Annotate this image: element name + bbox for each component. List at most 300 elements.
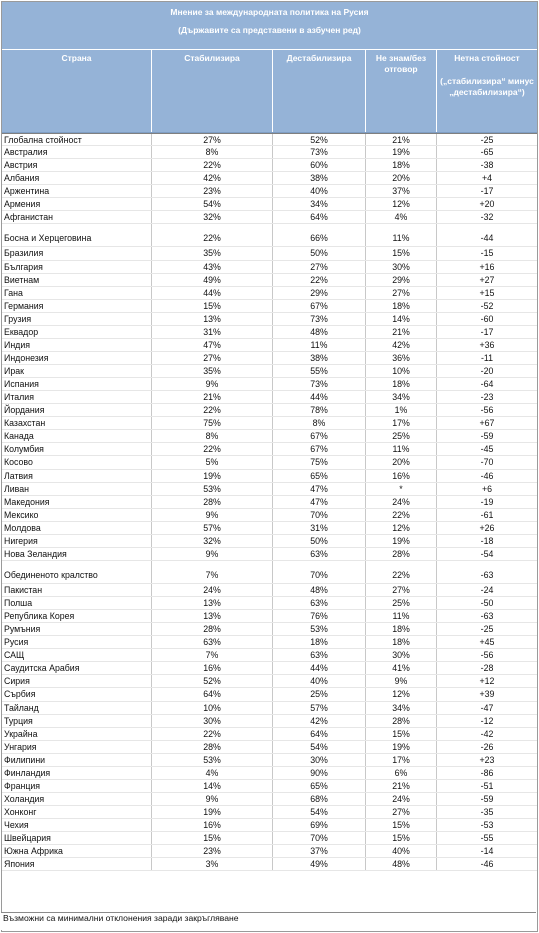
table-row [2, 675, 537, 688]
cell-country: Финландия [2, 767, 152, 779]
cell-country: Колумбия [2, 443, 152, 455]
cell-country: Германия [2, 300, 152, 312]
cell-country: Ливан [2, 483, 152, 495]
cell-net-value: -51 [480, 780, 494, 791]
cell-stabilizing: 10% [152, 702, 273, 714]
cell-destabilizing: 64% [273, 728, 366, 740]
cell-net-value: -54 [480, 548, 494, 559]
cell-net-value: -59 [480, 793, 494, 804]
cell-country: Сърбия [2, 688, 152, 700]
cell-stabilizing: 53% [152, 483, 273, 495]
cell-country: Украйна [2, 728, 152, 740]
table-row [2, 365, 537, 378]
cell-stabilizing: 22% [152, 159, 273, 171]
cell-country: Йордания [2, 404, 152, 416]
cell-stabilizing: 32% [152, 535, 273, 547]
table-row [2, 300, 537, 313]
cell-dont-know: 15% [366, 819, 437, 831]
cell-dont-know: 11% [366, 224, 437, 246]
cell-dont-know: 19% [366, 741, 437, 753]
cell-dont-know: 15% [366, 728, 437, 740]
table-row [2, 649, 537, 662]
cell-country: Япония [2, 858, 152, 870]
cell-country: Албания [2, 172, 152, 184]
cell-destabilizing: 44% [273, 662, 366, 674]
cell-destabilizing: 73% [273, 313, 366, 325]
cell-country: Италия [2, 391, 152, 403]
cell-net-value: -55 [480, 833, 494, 844]
cell-stabilizing: 27% [152, 352, 273, 364]
cell-stabilizing: 53% [152, 754, 273, 766]
cell-stabilizing: 16% [152, 662, 273, 674]
table-row [2, 535, 537, 548]
cell-country: Швейцария [2, 832, 152, 844]
table-row [2, 561, 537, 584]
cell-destabilizing: 25% [273, 688, 366, 700]
cell-destabilizing: 37% [273, 845, 366, 857]
cell-stabilizing: 19% [152, 470, 273, 482]
table-row [2, 636, 537, 649]
cell-destabilizing: 48% [273, 584, 366, 596]
table-row [2, 133, 537, 146]
cell-stabilizing: 4% [152, 767, 273, 779]
cell-destabilizing: 66% [273, 224, 366, 246]
cell-destabilizing: 27% [273, 261, 366, 273]
cell-stabilizing: 28% [152, 623, 273, 635]
cell-destabilizing: 22% [273, 274, 366, 286]
table-row [2, 146, 537, 159]
cell-stabilizing: 7% [152, 649, 273, 661]
cell-dont-know: 22% [366, 509, 437, 521]
cell-net-value: +27 [479, 274, 495, 285]
cell-country: Австралия [2, 146, 152, 158]
cell-country: Обединеното кралство [2, 561, 152, 583]
cell-stabilizing: 24% [152, 584, 273, 596]
cell-dont-know: 28% [366, 715, 437, 727]
table-row [2, 702, 537, 715]
table-row [2, 352, 537, 365]
table-row [2, 224, 537, 247]
cell-net-value: -64 [480, 379, 494, 390]
cell-stabilizing: 22% [152, 404, 273, 416]
cell-stabilizing: 22% [152, 443, 273, 455]
cell-net-value: +12 [479, 676, 495, 687]
cell-country: Афганистан [2, 211, 152, 223]
cell-destabilizing: 18% [273, 636, 366, 648]
footnote: Възможни са минимални отклонения заради закръгляване [1, 912, 536, 930]
cell-destabilizing: 63% [273, 548, 366, 560]
cell-country: Босна и Херцеговина [2, 224, 152, 246]
cell-destabilizing: 54% [273, 806, 366, 818]
header-net-sublabel: („стабилизира“ минус „дестабилизира“) [440, 76, 534, 97]
cell-net-value: +26 [479, 522, 495, 533]
cell-country: Тайланд [2, 702, 152, 714]
cell-net-value: -25 [480, 624, 494, 635]
cell-destabilizing: 49% [273, 858, 366, 870]
cell-net-value: -14 [480, 846, 494, 857]
cell-net-value: +23 [479, 754, 495, 765]
cell-stabilizing: 35% [152, 247, 273, 259]
cell-net-value: +45 [479, 637, 495, 648]
table-title: Мнение за международната политика на Русия [170, 7, 369, 17]
cell-dont-know: 21% [366, 326, 437, 338]
cell-country: Холандия [2, 793, 152, 805]
cell-net-value: -46 [480, 470, 494, 481]
cell-country: Мексико [2, 509, 152, 521]
cell-country: Сирия [2, 675, 152, 687]
cell-destabilizing: 34% [273, 198, 366, 210]
cell-net-value: -70 [480, 457, 494, 468]
cell-stabilizing: 15% [152, 832, 273, 844]
table-row [2, 662, 537, 675]
cell-net-value: +67 [479, 418, 495, 429]
table-row [2, 287, 537, 300]
cell-destabilizing: 55% [273, 365, 366, 377]
cell-dont-know: 21% [366, 780, 437, 792]
cell-country: Южна Африка [2, 845, 152, 857]
cell-net-value: -56 [480, 650, 494, 661]
cell-net-value: -61 [480, 509, 494, 520]
cell-dont-know: 27% [366, 584, 437, 596]
cell-destabilizing: 90% [273, 767, 366, 779]
cell-country: Франция [2, 780, 152, 792]
cell-net-value: -47 [480, 702, 494, 713]
cell-country: България [2, 261, 152, 273]
table-title-block [2, 2, 537, 50]
cell-dont-know: 42% [366, 339, 437, 351]
cell-dont-know: 4% [366, 211, 437, 223]
cell-destabilizing: 47% [273, 483, 366, 495]
cell-country: Пакистан [2, 584, 152, 596]
cell-country: Нова Зеландия [2, 548, 152, 560]
cell-net-value: +15 [479, 287, 495, 298]
cell-country: Казахстан [2, 417, 152, 429]
cell-dont-know: 41% [366, 662, 437, 674]
cell-destabilizing: 78% [273, 404, 366, 416]
cell-destabilizing: 67% [273, 430, 366, 442]
cell-net-value: -44 [480, 233, 494, 244]
cell-dont-know: 10% [366, 365, 437, 377]
cell-destabilizing: 69% [273, 819, 366, 831]
table-row [2, 159, 537, 172]
table-row [2, 198, 537, 211]
cell-destabilizing: 29% [273, 287, 366, 299]
cell-country: Саудитска Арабия [2, 662, 152, 674]
cell-net-value: +6 [481, 483, 493, 494]
cell-country: Канада [2, 430, 152, 442]
table-row [2, 522, 537, 535]
cell-net-value: -11 [480, 352, 494, 363]
cell-country: Индонезия [2, 352, 152, 364]
cell-dont-know: 18% [366, 300, 437, 312]
cell-stabilizing: 32% [152, 211, 273, 223]
cell-net-value: -18 [480, 535, 494, 546]
cell-net-value: +39 [479, 689, 495, 700]
cell-dont-know: 15% [366, 247, 437, 259]
cell-dont-know: 36% [366, 352, 437, 364]
results-table [1, 1, 538, 932]
cell-country: Македония [2, 496, 152, 508]
cell-destabilizing: 65% [273, 470, 366, 482]
cell-country: Австрия [2, 159, 152, 171]
table-row [2, 548, 537, 561]
cell-dont-know: 12% [366, 688, 437, 700]
cell-country: Молдова [2, 522, 152, 534]
cell-destabilizing: 44% [273, 391, 366, 403]
cell-dont-know: 15% [366, 832, 437, 844]
table-row [2, 728, 537, 741]
cell-country: Испания [2, 378, 152, 390]
table-row [2, 509, 537, 522]
cell-destabilizing: 52% [273, 134, 366, 145]
cell-destabilizing: 73% [273, 146, 366, 158]
cell-stabilizing: 13% [152, 610, 273, 622]
cell-net-value: -56 [480, 405, 494, 416]
cell-destabilizing: 68% [273, 793, 366, 805]
cell-dont-know: 1% [366, 404, 437, 416]
cell-dont-know: 20% [366, 172, 437, 184]
cell-net-value: +16 [479, 261, 495, 272]
cell-stabilizing: 13% [152, 597, 273, 609]
cell-country: Индия [2, 339, 152, 351]
table-row [2, 688, 537, 701]
table-subtitle: (Държавите са представени в азбучен ред) [178, 25, 361, 35]
cell-destabilizing: 67% [273, 443, 366, 455]
cell-dont-know: 17% [366, 417, 437, 429]
cell-destabilizing: 70% [273, 832, 366, 844]
cell-destabilizing: 63% [273, 597, 366, 609]
table-row [2, 417, 537, 430]
cell-dont-know: 27% [366, 806, 437, 818]
table-row [2, 597, 537, 610]
cell-dont-know: 48% [366, 858, 437, 870]
cell-net-value: +20 [479, 199, 495, 210]
cell-stabilizing: 35% [152, 365, 273, 377]
cell-net-value: -12 [480, 715, 494, 726]
cell-country: Турция [2, 715, 152, 727]
cell-dont-know: 30% [366, 261, 437, 273]
header-net-value [437, 50, 537, 132]
cell-destabilizing: 30% [273, 754, 366, 766]
cell-stabilizing: 9% [152, 548, 273, 560]
cell-destabilizing: 65% [273, 780, 366, 792]
cell-country: Нигерия [2, 535, 152, 547]
cell-net-value: -52 [480, 300, 494, 311]
cell-net-value: -23 [480, 392, 494, 403]
cell-net-value: -59 [480, 431, 494, 442]
table-row [2, 780, 537, 793]
cell-dont-know: 20% [366, 456, 437, 468]
cell-dont-know: 11% [366, 443, 437, 455]
cell-destabilizing: 11% [273, 339, 366, 351]
cell-net-value: -35 [480, 807, 494, 817]
table-row [2, 326, 537, 339]
cell-stabilizing: 30% [152, 715, 273, 727]
cell-country: Глобална стойност [2, 134, 152, 145]
cell-destabilizing: 70% [273, 509, 366, 521]
cell-net-value: +4 [481, 173, 493, 184]
header-country: Страна [2, 50, 152, 132]
header-dont-know: Не знам/без отговор [366, 50, 437, 132]
table-row [2, 391, 537, 404]
cell-stabilizing: 44% [152, 287, 273, 299]
cell-dont-know: 18% [366, 378, 437, 390]
cell-dont-know: 19% [366, 535, 437, 547]
table-row [2, 832, 537, 845]
cell-net-value: -32 [480, 212, 494, 223]
cell-stabilizing: 23% [152, 845, 273, 857]
cell-dont-know: 28% [366, 548, 437, 560]
table-row [2, 806, 537, 819]
cell-dont-know: 34% [366, 391, 437, 403]
cell-net-value: -20 [480, 366, 494, 376]
cell-country: Полша [2, 597, 152, 609]
table-row [2, 274, 537, 287]
table-row [2, 845, 537, 858]
table-row [2, 261, 537, 274]
cell-destabilizing: 57% [273, 702, 366, 714]
cell-country: Грузия [2, 313, 152, 325]
cell-stabilizing: 23% [152, 185, 273, 197]
cell-stabilizing: 49% [152, 274, 273, 286]
cell-stabilizing: 8% [152, 146, 273, 158]
cell-dont-know: 25% [366, 430, 437, 442]
table-row [2, 741, 537, 754]
cell-destabilizing: 31% [273, 522, 366, 534]
table-row [2, 404, 537, 417]
cell-country: Унгария [2, 741, 152, 753]
cell-net-value: -53 [480, 820, 494, 831]
cell-net-value: -63 [480, 569, 494, 580]
table-row [2, 172, 537, 185]
cell-stabilizing: 15% [152, 300, 273, 312]
table-row [2, 623, 537, 636]
cell-dont-know: 14% [366, 313, 437, 325]
cell-country: Латвия [2, 470, 152, 482]
table-row [2, 858, 537, 871]
cell-net-value: -19 [480, 496, 494, 507]
cell-destabilizing: 38% [273, 352, 366, 364]
header-destabilizing: Дестабилизира [273, 50, 366, 132]
cell-dont-know: 18% [366, 623, 437, 635]
cell-net-value: -28 [480, 663, 494, 674]
cell-destabilizing: 60% [273, 159, 366, 171]
cell-dont-know: 40% [366, 845, 437, 857]
table-row [2, 483, 537, 496]
cell-net-value: -65 [480, 147, 494, 158]
cell-country: Румъния [2, 623, 152, 635]
cell-net-value: -17 [480, 326, 494, 337]
cell-stabilizing: 8% [152, 430, 273, 442]
cell-destabilizing: 42% [273, 715, 366, 727]
cell-dont-know: 18% [366, 159, 437, 171]
table-row [2, 715, 537, 728]
cell-destabilizing: 75% [273, 456, 366, 468]
cell-stabilizing: 3% [152, 858, 273, 870]
cell-net-value: -50 [480, 598, 494, 608]
cell-destabilizing: 50% [273, 247, 366, 259]
cell-net-value: +36 [479, 339, 495, 350]
table-row [2, 339, 537, 352]
table-row [2, 211, 537, 224]
table-row [2, 470, 537, 483]
table-row [2, 430, 537, 443]
cell-dont-know: 25% [366, 597, 437, 609]
table-row [2, 819, 537, 832]
cell-stabilizing: 64% [152, 688, 273, 700]
cell-country: Чехия [2, 819, 152, 831]
cell-stabilizing: 27% [152, 134, 273, 145]
table-row [2, 247, 537, 260]
cell-net-value: -46 [480, 859, 494, 870]
cell-dont-know: 29% [366, 274, 437, 286]
cell-net-value: -26 [480, 741, 494, 752]
header-stabilizing: Стабилизира [152, 50, 273, 132]
cell-country: Армения [2, 198, 152, 210]
cell-dont-know: 22% [366, 561, 437, 583]
cell-stabilizing: 16% [152, 819, 273, 831]
cell-destabilizing: 54% [273, 741, 366, 753]
cell-net-value: -42 [480, 728, 494, 739]
cell-dont-know: 19% [366, 146, 437, 158]
cell-country: Ирак [2, 365, 152, 377]
cell-destabilizing: 73% [273, 378, 366, 390]
cell-net-value: -24 [480, 584, 494, 595]
cell-net-value: -38 [480, 160, 494, 171]
cell-stabilizing: 19% [152, 806, 273, 818]
cell-dont-know: 6% [366, 767, 437, 779]
cell-country: Русия [2, 636, 152, 648]
cell-country: Косово [2, 456, 152, 468]
cell-destabilizing: 38% [273, 172, 366, 184]
cell-stabilizing: 28% [152, 496, 273, 508]
cell-destabilizing: 40% [273, 675, 366, 687]
cell-destabilizing: 50% [273, 535, 366, 547]
table-row [2, 496, 537, 509]
cell-destabilizing: 48% [273, 326, 366, 338]
cell-dont-know: 24% [366, 793, 437, 805]
cell-dont-know: 21% [366, 134, 437, 145]
cell-stabilizing: 63% [152, 636, 273, 648]
table-row [2, 767, 537, 780]
cell-dont-know: 27% [366, 287, 437, 299]
cell-stabilizing: 52% [152, 675, 273, 687]
cell-net-value: -86 [480, 767, 494, 778]
table-row [2, 443, 537, 456]
cell-stabilizing: 57% [152, 522, 273, 534]
table-row [2, 610, 537, 623]
cell-dont-know: 12% [366, 522, 437, 534]
cell-stabilizing: 54% [152, 198, 273, 210]
cell-stabilizing: 9% [152, 793, 273, 805]
cell-country: Виетнам [2, 274, 152, 286]
cell-dont-know: 37% [366, 185, 437, 197]
cell-stabilizing: 28% [152, 741, 273, 753]
cell-dont-know: 11% [366, 610, 437, 622]
cell-dont-know: 12% [366, 198, 437, 210]
cell-stabilizing: 7% [152, 561, 273, 583]
cell-dont-know: 24% [366, 496, 437, 508]
table-row [2, 754, 537, 767]
cell-destabilizing: 70% [273, 561, 366, 583]
cell-destabilizing: 67% [273, 300, 366, 312]
table-row [2, 378, 537, 391]
cell-country: Еквадор [2, 326, 152, 338]
cell-stabilizing: 42% [152, 172, 273, 184]
cell-stabilizing: 21% [152, 391, 273, 403]
cell-dont-know: 9% [366, 675, 437, 687]
cell-dont-know: 30% [366, 649, 437, 661]
